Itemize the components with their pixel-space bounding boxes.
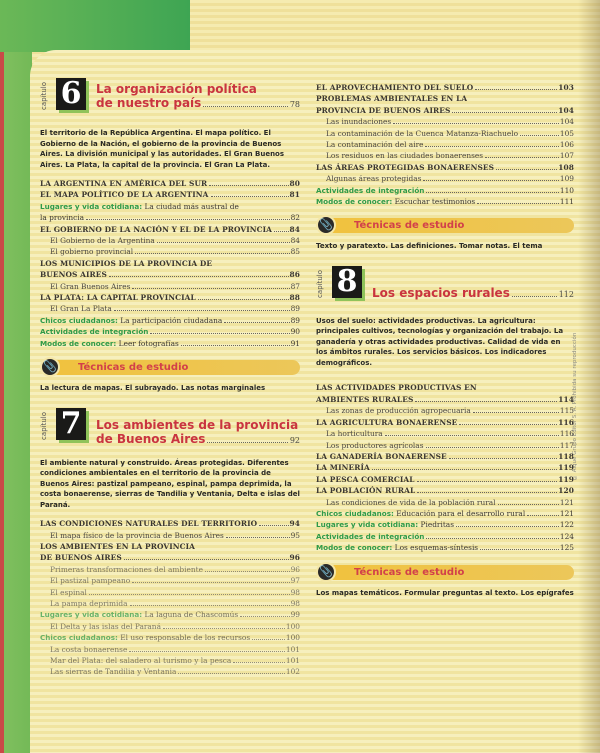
toc-entry	[40, 235, 300, 246]
chapter-summary: El territorio de la República Argentina. El mapa político. El Gobierno de la Nación, el gobierno de la provincia de Buenos Aires. La división municipal y las autoridades. El Gran Buenos Aires. La Plata, la capital de la provincia. El Gran La Plata.	[40, 129, 285, 169]
toc-entry-label: LA MINERÍA	[316, 463, 370, 473]
toc-entry-label: PROVINCIA DE BUENOS AIRES	[316, 105, 451, 115]
dot-leader	[425, 146, 558, 147]
toc-entry	[316, 105, 574, 116]
toc-entry-label: LA POBLACIÓN RURAL	[316, 486, 416, 496]
toc-entry-page: 82	[290, 213, 300, 223]
dot-leader	[226, 537, 290, 538]
section-highlight-label: Lugares y vida cotidiana:	[316, 520, 419, 530]
toc-entry-page: 96	[290, 564, 300, 574]
toc-entry	[40, 621, 300, 632]
dot-leader	[426, 192, 558, 193]
chapter-summary: El ambiente natural y construido. Áreas protegidas. Diferentes condiciones ambientales en el territorio de la provincia de Buenos Aires: pastizal pampeano, espinal, pampa deprimida, la costa bonaerense, sierras de Tandilia y Ventania, Delta e islas del Paraná.	[40, 458, 300, 509]
top-green-block	[0, 0, 190, 52]
toc-entry-page: 89	[290, 304, 300, 314]
toc-entry	[40, 609, 300, 620]
toc-entry	[40, 315, 300, 326]
chapter-label: capítulo	[316, 269, 324, 298]
toc-entry-page: 111	[559, 197, 574, 207]
toc-entry-label: la provincia	[40, 213, 85, 223]
section-highlight-label: Modos de conocer:	[316, 543, 393, 553]
toc-entry	[316, 139, 574, 150]
toc-entry-page: 121	[559, 508, 574, 518]
chapter-title: La organización política de nuestro país 78	[96, 82, 300, 110]
toc-entry-page: 122	[559, 520, 574, 530]
toc-entry-label: BUENOS AIRES	[40, 270, 107, 280]
toc-entry-page: 103	[558, 83, 574, 92]
toc-entry	[316, 542, 574, 553]
toc-entry	[316, 519, 574, 530]
toc-entry-page: 105	[559, 128, 574, 138]
toc-entry-page: 124	[559, 531, 574, 541]
dot-leader	[520, 135, 559, 136]
toc-entry-page: 91	[290, 338, 300, 348]
toc-entry	[316, 82, 574, 93]
toc-entry-label: PROBLEMAS AMBIENTALES EN LA	[316, 94, 468, 104]
toc-entry-label: La pampa deprimida	[50, 598, 128, 608]
dot-leader	[385, 435, 559, 436]
toc-entry	[316, 196, 574, 207]
toc-entry-page: 84	[289, 224, 300, 234]
toc-entry	[316, 150, 574, 161]
toc-entry	[40, 212, 300, 223]
toc-entry-label: El Gobierno de la Argentina	[50, 236, 155, 246]
chapter-title: Los ambientes de la provincia de Buenos Aires 92	[96, 417, 300, 446]
toc-entry-label: El uso responsable de los recursos	[120, 633, 251, 643]
toc-entry-page: 119	[558, 474, 574, 484]
toc-entry	[316, 185, 574, 196]
dot-leader	[211, 196, 289, 197]
toc-entry	[40, 269, 300, 280]
toc-entry-label: La horticultura	[326, 429, 383, 439]
toc-entry-label: AMBIENTES RURALES	[316, 394, 414, 404]
toc-entry-label: Leer fotografías	[118, 338, 179, 348]
toc-entry	[316, 485, 574, 496]
chapter-summary: Usos del suelo: actividades productivas. La agricultura: principales cultivos, tecnologías y organización del trabajo. La ganadería y otras actividades productivas. Calidad de vida en los ámbitos rurales. Los servicios básicos. Los indicadores demográficos.	[316, 316, 564, 367]
dot-leader	[198, 299, 289, 300]
toc-entry-page: 94	[289, 519, 300, 529]
dot-leader	[496, 169, 557, 170]
toc-entry-page: 114	[558, 394, 574, 404]
toc-entry	[316, 451, 574, 462]
toc-entry-page: 104	[559, 117, 574, 127]
toc-entry-page: 98	[290, 598, 300, 608]
toc-entry-page: 110	[559, 185, 574, 195]
toc-entry	[40, 201, 300, 212]
toc-entry-label: DE BUENOS AIRES	[40, 553, 122, 563]
toc-entry-label: LAS ACTIVIDADES PRODUCTIVAS EN	[316, 383, 477, 393]
chapter-number-badge: 7	[56, 408, 86, 440]
tecnicas-banner: 📎 Técnicas de estudio	[316, 215, 574, 235]
chapter-6-entries	[40, 178, 300, 349]
toc-entry	[40, 598, 300, 609]
toc-entry-page: 100	[285, 621, 300, 631]
toc-entry-label: Los productores agrícolas	[326, 440, 424, 450]
dot-leader	[224, 322, 289, 323]
chapter-8-header	[316, 263, 574, 308]
toc-entry	[316, 128, 574, 139]
toc-entry-page: 87	[290, 281, 300, 291]
dot-leader	[498, 504, 559, 505]
chapter-title: Los espacios rurales 112	[372, 285, 574, 300]
toc-entry	[316, 417, 574, 428]
dot-leader	[89, 594, 290, 595]
toc-entry	[40, 587, 300, 598]
dot-leader	[178, 673, 285, 674]
toc-entry	[316, 428, 574, 439]
toc-entry	[316, 116, 574, 127]
toc-entry-label: Mar del Plata: del saladero al turismo y la pesca	[50, 655, 232, 665]
toc-entry	[40, 246, 300, 257]
section-highlight-label: Modos de conocer:	[40, 338, 117, 348]
toc-entry-label: La participación ciudadana	[120, 315, 223, 325]
toc-entry	[40, 281, 300, 292]
dot-leader	[163, 628, 285, 629]
toc-entry	[40, 541, 300, 552]
toc-entry-label: LA PESCA COMERCIAL	[316, 474, 415, 484]
toc-entry-page: 102	[285, 667, 300, 677]
dot-leader	[124, 559, 289, 560]
toc-entry-label: El Delta y las islas del Paraná	[50, 621, 161, 631]
toc-entry	[316, 531, 574, 542]
toc-entry-page: 121	[559, 497, 574, 507]
toc-right-column	[316, 82, 574, 598]
dot-leader	[485, 157, 559, 158]
toc-entry-page: 100	[285, 633, 300, 643]
chapter-7-entries-part1	[40, 518, 300, 678]
toc-entry-label: El Gran La Plata	[50, 304, 112, 314]
toc-entry	[40, 632, 300, 643]
toc-entry	[40, 224, 300, 235]
paperclip-icon: 📎	[316, 562, 336, 582]
dot-leader	[132, 288, 289, 289]
toc-entry	[40, 575, 300, 586]
toc-entry-label: EL MAPA POLÍTICO DE LA ARGENTINA	[40, 190, 209, 200]
dot-leader	[477, 203, 559, 204]
toc-entry-page: 119	[558, 463, 574, 473]
toc-entry-page: 88	[289, 293, 300, 303]
toc-entry-page: 90	[290, 327, 300, 337]
dot-leader	[233, 662, 285, 663]
toc-entry-page: 80	[289, 179, 300, 188]
toc-entry	[316, 173, 574, 184]
dot-leader	[114, 310, 290, 311]
chapter-number-badge: 8	[332, 266, 362, 298]
toc-entry-label: Piedritas	[420, 520, 454, 530]
toc-entry-label: La costa bonaerense	[50, 644, 128, 654]
toc-entry-label: Algunas áreas protegidas	[326, 174, 422, 184]
dot-leader	[135, 253, 289, 254]
toc-entry	[40, 552, 300, 563]
toc-entry	[316, 405, 574, 416]
toc-entry	[40, 655, 300, 666]
toc-entry	[316, 394, 574, 405]
chapter-page: 92	[289, 435, 300, 445]
toc-entry-page: 108	[558, 162, 574, 172]
dot-leader	[157, 242, 290, 243]
toc-entry-page: 118	[558, 451, 574, 461]
toc-entry-label: LOS AMBIENTES EN LA PROVINCIA	[40, 541, 195, 551]
dot-leader	[423, 180, 558, 181]
toc-entry-label: EL GOBIERNO DE LA NACIÓN Y EL DE LA PROVINCIA	[40, 224, 273, 234]
dot-leader	[205, 571, 290, 572]
toc-entry-label: La laguna de Chascomús	[144, 610, 239, 620]
toc-entry-label: LOS MUNICIPIOS DE LA PROVINCIA DE	[40, 258, 213, 268]
dot-leader	[417, 481, 558, 482]
toc-entry-label: Educación para el desarrollo rural	[396, 508, 526, 518]
toc-entry	[316, 474, 574, 485]
dot-leader	[129, 651, 285, 652]
toc-entry-label: Las zonas de producción agropecuaria	[326, 406, 471, 416]
chapter-8-entries	[316, 382, 574, 553]
toc-entry-page: 95	[290, 530, 300, 540]
toc-entry-page: 101	[285, 644, 300, 654]
dot-leader	[473, 412, 559, 413]
tecnicas-banner: 📎 Técnicas de estudio	[40, 357, 300, 377]
toc-entry-label: La contaminación de la Cuenca Matanza-Riachuelo	[326, 128, 519, 138]
chapter-label: capítulo	[40, 411, 48, 440]
left-color-band	[0, 0, 32, 753]
toc-entry-label: Las condiciones de vida de la población rural	[326, 497, 496, 507]
toc-entry	[316, 508, 574, 519]
dot-leader	[150, 333, 289, 334]
toc-entry-label: LA ARGENTINA EN AMÉRICA DEL SUR	[40, 179, 208, 188]
chapter-6-header	[40, 78, 300, 120]
tecnicas-text: Los mapas temáticos. Formular preguntas al texto. Los epígrafes	[316, 588, 574, 597]
toc-entry	[316, 497, 574, 508]
paperclip-icon: 📎	[316, 215, 336, 235]
toc-entry	[40, 189, 300, 200]
toc-entry-label: LA GANADERÍA BONAERENSE	[316, 451, 447, 461]
toc-entry	[40, 518, 300, 529]
toc-entry-page: 98	[290, 587, 300, 597]
dot-leader	[426, 538, 558, 539]
tecnicas-text: Texto y paratexto. Las definiciones. Tomar notas. El tema	[316, 242, 543, 251]
toc-entry-page: 85	[290, 247, 300, 257]
toc-entry	[40, 530, 300, 541]
toc-entry	[40, 303, 300, 314]
tecnicas-text: La lectura de mapas. El subrayado. Las notas marginales	[40, 384, 266, 393]
dot-leader	[372, 469, 557, 470]
toc-entry-page: 115	[559, 406, 574, 416]
toc-entry-label: La contaminación del aire	[326, 140, 424, 150]
toc-entry-label: Las sierras de Tandilia y Ventania	[50, 667, 177, 677]
dot-leader	[240, 616, 289, 617]
toc-entry	[316, 382, 574, 393]
toc-entry-label: LA AGRICULTURA BONAERENSE	[316, 417, 458, 427]
dot-leader	[527, 515, 559, 516]
toc-entry	[316, 462, 574, 473]
toc-entry-label: El pastizal pampeano	[50, 576, 131, 586]
tecnicas-banner: 📎 Técnicas de estudio	[316, 562, 574, 582]
toc-entry-page: 84	[290, 236, 300, 246]
toc-entry-page: 106	[559, 140, 574, 150]
copyright-notice: © Aique Grupo Editor S. A. Prohibida su reproducción	[572, 332, 578, 480]
dot-leader	[475, 89, 557, 90]
section-highlight-label: Chicos ciudadanos:	[40, 633, 118, 643]
dot-leader	[109, 276, 289, 277]
toc-entry	[316, 440, 574, 451]
toc-entry-page: 81	[289, 190, 300, 200]
toc-entry-label: El espinal	[50, 587, 87, 597]
toc-entry-page: 125	[559, 543, 574, 553]
chapter-number-badge: 6	[56, 78, 86, 110]
toc-entry-label: El gobierno provincial	[50, 247, 134, 257]
toc-entry-page: 104	[558, 105, 574, 115]
toc-entry-page: 97	[290, 576, 300, 586]
chapter-page: 112	[558, 289, 574, 299]
toc-entry-page: 109	[559, 174, 574, 184]
dot-leader	[459, 424, 557, 425]
toc-entry-page: 86	[289, 270, 300, 280]
toc-entry	[316, 162, 574, 173]
section-highlight-label: Chicos ciudadanos:	[40, 315, 118, 325]
toc-entry-label: Primeras transformaciones del ambiente	[50, 564, 203, 574]
toc-entry-label: Los residuos en las ciudades bonaerenses	[326, 151, 484, 161]
toc-entry-page: 99	[290, 610, 300, 620]
dot-leader	[86, 219, 290, 220]
section-highlight-label: Actividades de integración	[316, 185, 425, 195]
section-highlight-label: Actividades de integración	[40, 327, 149, 337]
section-highlight-label: Chicos ciudadanos:	[316, 508, 394, 518]
dot-leader	[209, 185, 288, 186]
dot-leader	[480, 549, 559, 550]
toc-entry-label: El Gran Buenos Aires	[50, 281, 131, 291]
toc-entry	[40, 178, 300, 189]
toc-entry	[40, 644, 300, 655]
toc-entry	[40, 564, 300, 575]
toc-entry-label: EL APROVECHAMIENTO DEL SUELO	[316, 83, 474, 92]
toc-entry-label: LAS CONDICIONES NATURALES DEL TERRITORIO	[40, 519, 258, 529]
dot-leader	[259, 525, 288, 526]
toc-entry-label: La ciudad más austral de	[144, 201, 239, 211]
paperclip-icon: 📎	[40, 357, 60, 377]
toc-entry	[40, 326, 300, 337]
toc-entry	[316, 93, 574, 104]
chapter-page: 78	[289, 100, 300, 109]
section-highlight-label: Actividades de integración	[316, 531, 425, 541]
section-highlight-label: Lugares y vida cotidiana:	[40, 610, 143, 620]
toc-entry-label: Escuchar testimonios	[394, 197, 476, 207]
toc-entry	[40, 666, 300, 677]
dot-leader	[452, 112, 557, 113]
toc-entry-page: 116	[558, 417, 574, 427]
section-highlight-label: Modos de conocer:	[316, 197, 393, 207]
dot-leader	[181, 345, 290, 346]
dot-leader	[415, 401, 557, 402]
dot-leader	[393, 123, 559, 124]
toc-entry-label: Los esquemas-síntesis	[394, 543, 479, 553]
toc-entry-label: Las inundaciones	[326, 117, 392, 127]
toc-entry-page: 120	[558, 486, 574, 496]
dot-leader	[252, 639, 285, 640]
toc-entry-page: 117	[559, 440, 574, 450]
dot-leader	[130, 605, 290, 606]
toc-entry-page: 89	[290, 315, 300, 325]
toc-entry-page: 116	[559, 429, 574, 439]
section-highlight-label: Lugares y vida cotidiana:	[40, 201, 143, 211]
toc-entry-label: LA PLATA: LA CAPITAL PROVINCIAL	[40, 293, 196, 303]
dot-leader	[274, 231, 288, 232]
toc-entry-page: 96	[289, 553, 300, 563]
dot-leader	[426, 447, 559, 448]
chapter-label: capítulo	[40, 82, 48, 110]
dot-leader	[449, 458, 558, 459]
chapter-7-header	[40, 405, 300, 450]
toc-entry-label: El mapa físico de la provincia de Buenos Aires	[50, 530, 224, 540]
toc-entry-page: 101	[285, 655, 300, 665]
toc-entry	[40, 258, 300, 269]
toc-entry-page: 107	[559, 151, 574, 161]
toc-entry	[40, 338, 300, 349]
dot-leader	[417, 492, 557, 493]
toc-left-column	[40, 78, 300, 678]
toc-entry-label: LAS ÁREAS PROTEGIDAS BONAERENSES	[316, 162, 495, 172]
dot-leader	[456, 526, 559, 527]
dot-leader	[132, 582, 289, 583]
chapter-7-entries-part2	[316, 82, 574, 207]
toc-entry	[40, 292, 300, 303]
